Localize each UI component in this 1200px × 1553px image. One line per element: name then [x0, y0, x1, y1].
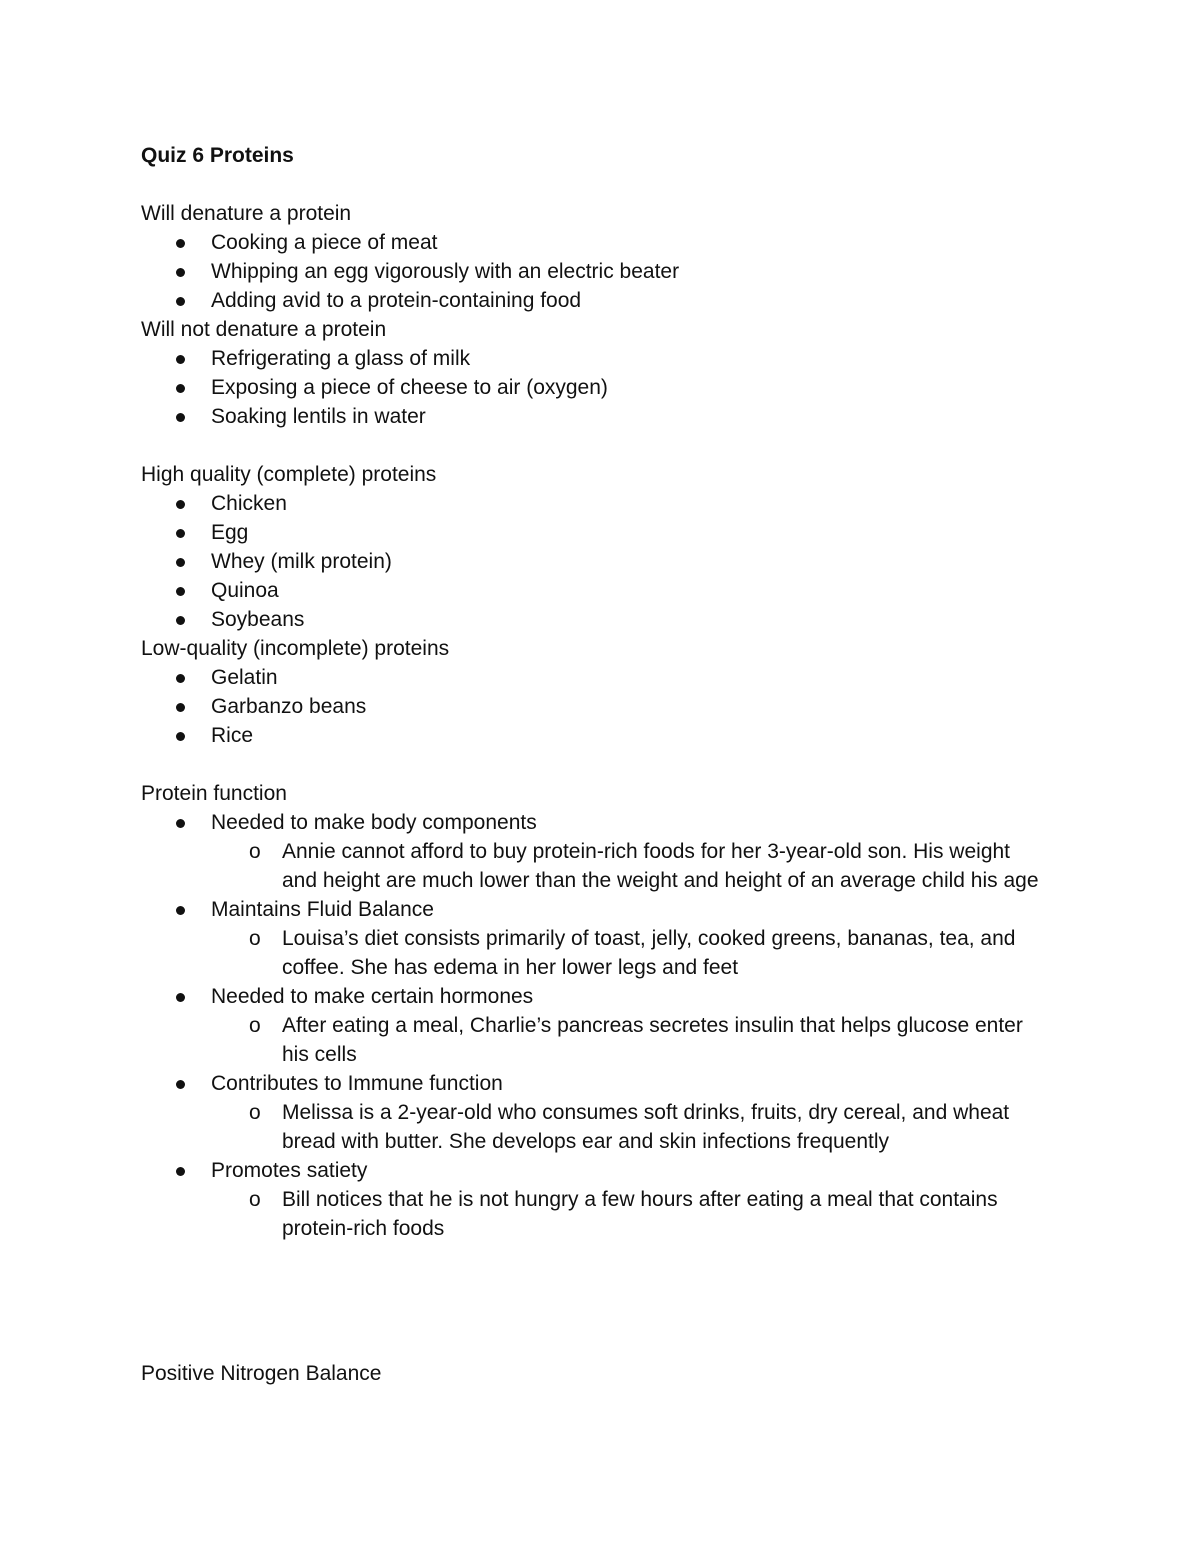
bullet-icon: [176, 529, 185, 538]
list-item: Whipping an egg vigorously with an electric beater: [141, 257, 1061, 286]
bullet-icon: [176, 413, 185, 422]
sub-list-item: o Bill notices that he is not hungry a few hours after eating a meal that contains protein-rich foods: [211, 1185, 1042, 1243]
sub-list-item: o Annie cannot afford to buy protein-rich foods for her 3-year-old son. His weight and height are much lower than the weight and height of an average child his age: [211, 837, 1042, 895]
bullet-icon: [176, 500, 185, 509]
list-item: Maintains Fluid Balance o Louisa’s diet consists primarily of toast, jelly, cooked greens, bananas, tea, and coffee. She has edema in her lower legs and feet: [141, 895, 1061, 982]
bullet-icon: [176, 732, 185, 741]
bullet-icon: [176, 906, 185, 915]
list-item: Chicken: [141, 489, 1061, 518]
list-item: Rice: [141, 721, 1061, 750]
function-list: [141, 808, 1061, 1243]
list-item: Soaking lentils in water: [141, 402, 1061, 431]
list-item: Soybeans: [141, 605, 1061, 634]
sub-bullet-icon: o: [249, 1101, 261, 1124]
sub-list-item: o Melissa is a 2-year-old who consumes soft drinks, fruits, dry cereal, and wheat bread with butter. She develops ear and skin infections frequently: [211, 1098, 1042, 1156]
bullet-icon: [176, 703, 185, 712]
bullet-icon: [176, 674, 185, 683]
list-item: Gelatin: [141, 663, 1061, 692]
sub-bullet-icon: o: [249, 840, 261, 863]
bullet-icon: [176, 1080, 185, 1089]
section-heading-function: Protein function: [141, 782, 287, 805]
sub-list: [211, 1011, 1061, 1069]
sub-list: [211, 1098, 1061, 1156]
list-item: Contributes to Immune function o Melissa is a 2-year-old who consumes soft drinks, fruits, dry cereal, and wheat bread with butter. She develops ear and skin infections frequently: [141, 1069, 1061, 1156]
denature-list: [141, 228, 1061, 315]
bullet-icon: [176, 355, 185, 364]
bullet-icon: [176, 993, 185, 1002]
bullet-icon: [176, 819, 185, 828]
sub-list-item: o After eating a meal, Charlie’s pancreas secretes insulin that helps glucose enter his cells: [211, 1011, 1042, 1069]
list-item: Quinoa: [141, 576, 1061, 605]
bullet-icon: [176, 1167, 185, 1176]
sub-bullet-icon: o: [249, 1014, 261, 1037]
section-heading-high-quality: High quality (complete) proteins: [141, 463, 437, 486]
list-item: Needed to make certain hormones o After eating a meal, Charlie’s pancreas secretes insulin that helps glucose enter his cells: [141, 982, 1061, 1069]
sub-list-item: o Louisa’s diet consists primarily of toast, jelly, cooked greens, bananas, tea, and coffee. She has edema in her lower legs and feet: [211, 924, 1042, 982]
sub-list: [211, 837, 1061, 895]
list-item: Egg: [141, 518, 1061, 547]
list-item: Promotes satiety o Bill notices that he is not hungry a few hours after eating a meal that contains protein-rich foods: [141, 1156, 1061, 1243]
bullet-icon: [176, 616, 185, 625]
list-item: Needed to make body components o Annie cannot afford to buy protein-rich foods for her 3-year-old son. His weight and height are much lower than the weight and height of an average child his age: [141, 808, 1061, 895]
section-heading-denature: Will denature a protein: [141, 202, 352, 225]
list-item: Refrigerating a glass of milk: [141, 344, 1061, 373]
bullet-icon: [176, 384, 185, 393]
sub-list: [211, 1185, 1061, 1243]
section-heading-nitrogen: Positive Nitrogen Balance: [141, 1362, 382, 1385]
bullet-icon: [176, 558, 185, 567]
not-denature-list: [141, 344, 1061, 431]
list-item: Cooking a piece of meat: [141, 228, 1061, 257]
spacer: [141, 750, 1061, 779]
document-body: [141, 199, 1061, 1388]
bullet-icon: [176, 268, 185, 277]
list-item: Exposing a piece of cheese to air (oxygen): [141, 373, 1061, 402]
bullet-icon: [176, 297, 185, 306]
sub-bullet-icon: o: [249, 1188, 261, 1211]
list-item: Garbanzo beans: [141, 692, 1061, 721]
high-quality-list: [141, 489, 1061, 634]
spacer: [141, 1243, 1061, 1359]
sub-list: [211, 924, 1061, 982]
bullet-icon: [176, 239, 185, 248]
list-item: Adding avid to a protein-containing food: [141, 286, 1061, 315]
bullet-icon: [176, 587, 185, 596]
section-heading-not-denature: Will not denature a protein: [141, 318, 387, 341]
page-title: Quiz 6 Proteins: [141, 144, 294, 167]
spacer: [141, 431, 1061, 460]
low-quality-list: [141, 663, 1061, 750]
list-item: Whey (milk protein): [141, 547, 1061, 576]
sub-bullet-icon: o: [249, 927, 261, 950]
section-heading-low-quality: Low-quality (incomplete) proteins: [141, 637, 450, 660]
